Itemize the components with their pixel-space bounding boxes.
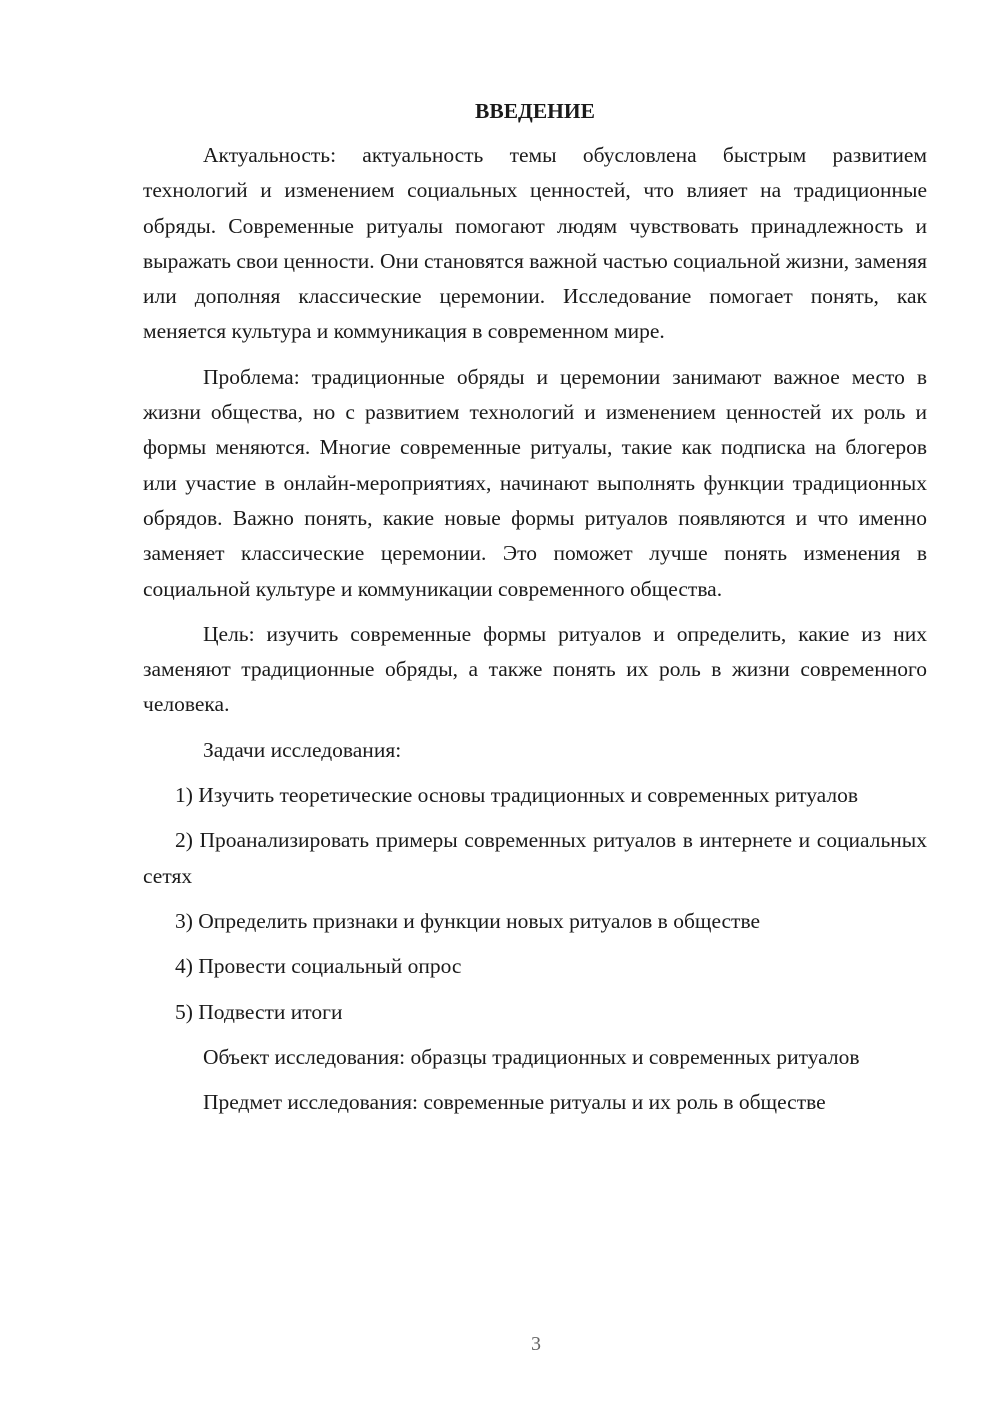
tasks-heading: Задачи исследования: <box>203 737 402 762</box>
paragraph-problem: Проблема: традиционные обряды и церемонии занимают важное место в жизни общества, но с развитием технологий и изменением ценностей их роль и формы меняются. Многие современные ритуалы, такие как подписка на блогеров или участие в онлайн-мероприятиях, начинают выполнять функции традиционных обрядов. Важно понять, какие новые формы ритуалов появляются и что именно заменяет классические церемонии. Это поможет лучше понять изменения в социальной культуре и коммуникации современного общества. <box>143 364 927 601</box>
list-item: 2) Проанализировать примеры современных ритуалов в интернете и социальных сетях <box>143 828 927 888</box>
list-item: 5) Подвести итоги <box>175 999 343 1024</box>
list-item: 3) Определить признаки и функции новых ритуалов в обществе <box>175 908 761 933</box>
paragraph-goal: Цель: изучить современные формы ритуалов и определить, какие из них заменяют традиционные обряды, а также понять их роль в жизни современного человека. <box>143 621 927 717</box>
page-number: 3 <box>531 1333 541 1355</box>
paragraph-subject: Предмет исследования: современные ритуалы и их роль в обществе <box>203 1090 826 1115</box>
document-title: ВВЕДЕНИЕ <box>475 99 595 123</box>
tasks-list <box>143 778 927 1030</box>
paragraph-relevance: Актуальность: актуальность темы обусловлена быстрым развитием технологий и изменением социальных ценностей, что влияет на традиционные обряды. Современные ритуалы помогают людям чувствовать принадлежность и выражать свои ценности. Они становятся важной частью социальной жизни, заменяя или дополняя классические церемонии. Исследование помогает понять, как меняется культура и коммуникация в современном мире. <box>143 143 927 344</box>
document-page <box>143 94 927 1130</box>
list-item: 4) Провести социальный опрос <box>175 954 462 979</box>
list-item: 1) Изучить теоретические основы традиционных и современных ритуалов <box>175 783 859 808</box>
paragraph-object: Объект исследования: образцы традиционных и современных ритуалов <box>203 1044 860 1069</box>
